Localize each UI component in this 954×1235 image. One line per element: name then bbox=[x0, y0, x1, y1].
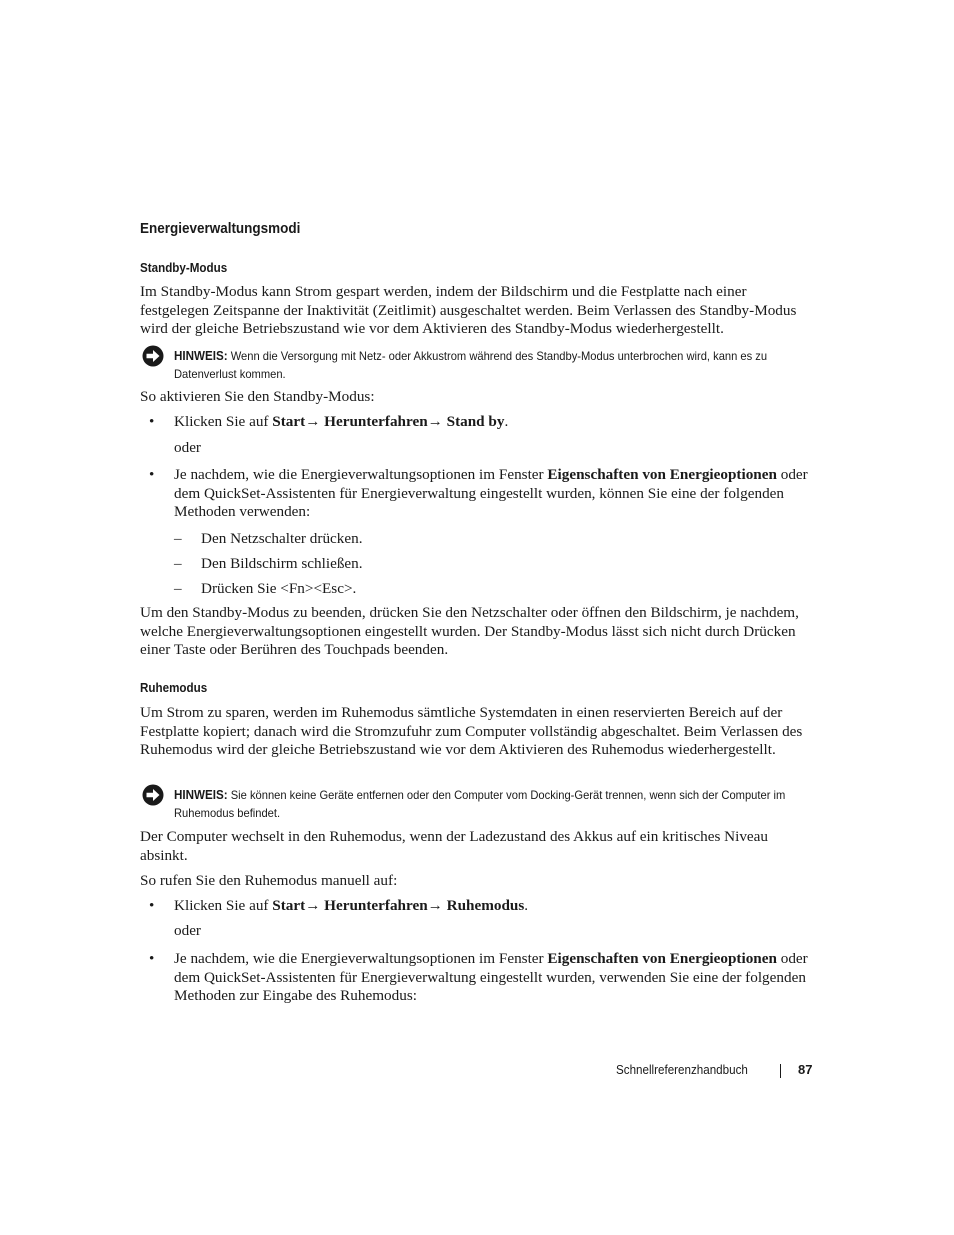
window-name: Eigenschaften von Energieoptionen bbox=[547, 466, 777, 483]
bullet-marker: • bbox=[149, 466, 155, 483]
method-item: Den Netzschalter drücken. bbox=[201, 530, 363, 547]
arrow-glyph: → bbox=[427, 413, 443, 430]
footer-title: Schnellreferenzhandbuch bbox=[616, 1063, 748, 1077]
menu-shutdown: Herunterfahren bbox=[324, 897, 428, 914]
bullet-text-rest: oder dem QuickSet-Assistenten für Energieverwaltung eingestellt wurden, verwenden Sie eine der folgenden Methoden zur Eingabe des Ruhemodus: bbox=[174, 950, 808, 1005]
standby-bullet-2 bbox=[174, 466, 814, 522]
method-item: Den Bildschirm schließen. bbox=[201, 555, 363, 572]
hibernate-or: oder bbox=[174, 922, 201, 939]
period: . bbox=[524, 897, 529, 914]
hibernate-intro: Um Strom zu sparen, werden im Ruhemodus sämtliche Systemdaten in einen reservierten Bereich auf der Festplatte kopiert; danach wird die Stromzufuhr zum Computer vollständig abgeschaltet. Beim Verlassen des Ruhemodus wird der gleiche Betriebszustand wie vor dem Aktivieren des Ruhemodus wiederhergestellt. bbox=[140, 704, 803, 759]
menu-standby: Stand by bbox=[446, 413, 505, 430]
period: . bbox=[504, 413, 509, 430]
arrow-glyph: → bbox=[305, 897, 321, 914]
hibernate-bullet-2 bbox=[174, 950, 814, 1006]
menu-start: Start bbox=[272, 413, 306, 430]
standby-note bbox=[174, 348, 825, 383]
note-label: HINWEIS: bbox=[174, 788, 228, 802]
hibernate-heading: Ruhemodus bbox=[140, 681, 208, 695]
dash-marker: – bbox=[174, 530, 182, 547]
window-name: Eigenschaften von Energieoptionen bbox=[547, 950, 777, 967]
standby-activate-intro: So aktivieren Sie den Standby-Modus: bbox=[140, 388, 375, 405]
bullet-text-rest: oder dem QuickSet-Assistenten für Energieverwaltung eingestellt wurden, können Sie eine der folgenden Methoden verwenden: bbox=[174, 466, 808, 521]
note-label: HINWEIS: bbox=[174, 349, 228, 363]
section-title: Energieverwaltungsmodi bbox=[140, 221, 301, 237]
dash-marker: – bbox=[174, 555, 182, 572]
menu-hibernate: Ruhemodus bbox=[446, 897, 525, 914]
bullet-marker: • bbox=[149, 950, 155, 967]
standby-bullet-1 bbox=[174, 413, 508, 432]
bullet-text: Klicken Sie auf bbox=[174, 413, 269, 430]
note-text: Wenn die Versorgung mit Netz- oder Akkustrom während des Standby-Modus unterbrochen wird, kann es zu Datenverlust kommen. bbox=[174, 349, 768, 381]
hibernate-manual-intro: So rufen Sie den Ruhemodus manuell auf: bbox=[140, 872, 398, 889]
menu-start: Start bbox=[272, 897, 306, 914]
bullet-marker: • bbox=[149, 413, 155, 430]
note-text: Sie können keine Geräte entfernen oder den Computer vom Docking-Gerät trennen, wenn sich der Computer im Ruhemodus befindet. bbox=[174, 788, 786, 820]
hibernate-auto-text: Der Computer wechselt in den Ruhemodus, wenn der Ladezustand des Akkus auf ein kritisches Niveau absinkt. bbox=[140, 828, 769, 864]
hibernate-bullet-1 bbox=[174, 897, 528, 916]
standby-or: oder bbox=[174, 439, 201, 456]
arrow-glyph: → bbox=[427, 897, 443, 914]
standby-heading: Standby-Modus bbox=[140, 261, 228, 275]
method-item: Drücken Sie <Fn><Esc>. bbox=[201, 580, 357, 597]
notice-arrow-icon bbox=[142, 784, 164, 806]
arrow-glyph: → bbox=[305, 413, 321, 430]
notice-arrow-icon bbox=[142, 345, 164, 367]
dash-marker: – bbox=[174, 580, 182, 597]
page-number: 87 bbox=[798, 1062, 813, 1077]
footer-separator bbox=[780, 1064, 781, 1078]
hibernate-note bbox=[174, 787, 825, 822]
bullet-text: Je nachdem, wie die Energieverwaltungsoptionen im Fenster bbox=[174, 950, 544, 967]
bullet-text: Klicken Sie auf bbox=[174, 897, 269, 914]
bullet-text: Je nachdem, wie die Energieverwaltungsoptionen im Fenster bbox=[174, 466, 544, 483]
standby-intro: Im Standby-Modus kann Strom gespart werden, indem der Bildschirm und die Festplatte nach einer festgelegen Zeitspanne der Inaktivität (Zeitlimit) ausgeschaltet werden. Beim Verlassen des Standby-Modus wird der gleiche Betriebszustand wie vor dem Aktivieren des Standby-Modus wiederhergestellt. bbox=[140, 283, 797, 338]
bullet-marker: • bbox=[149, 897, 155, 914]
menu-shutdown: Herunterfahren bbox=[324, 413, 428, 430]
standby-exit-text: Um den Standby-Modus zu beenden, drücken Sie den Netzschalter oder öffnen den Bildschirm, je nachdem, welche Energieverwaltungsoptionen eingestellt wurden. Der Standby-Modus lässt sich nicht durch Drücken einer Taste oder Berühren des Touchpads beenden. bbox=[140, 604, 799, 659]
